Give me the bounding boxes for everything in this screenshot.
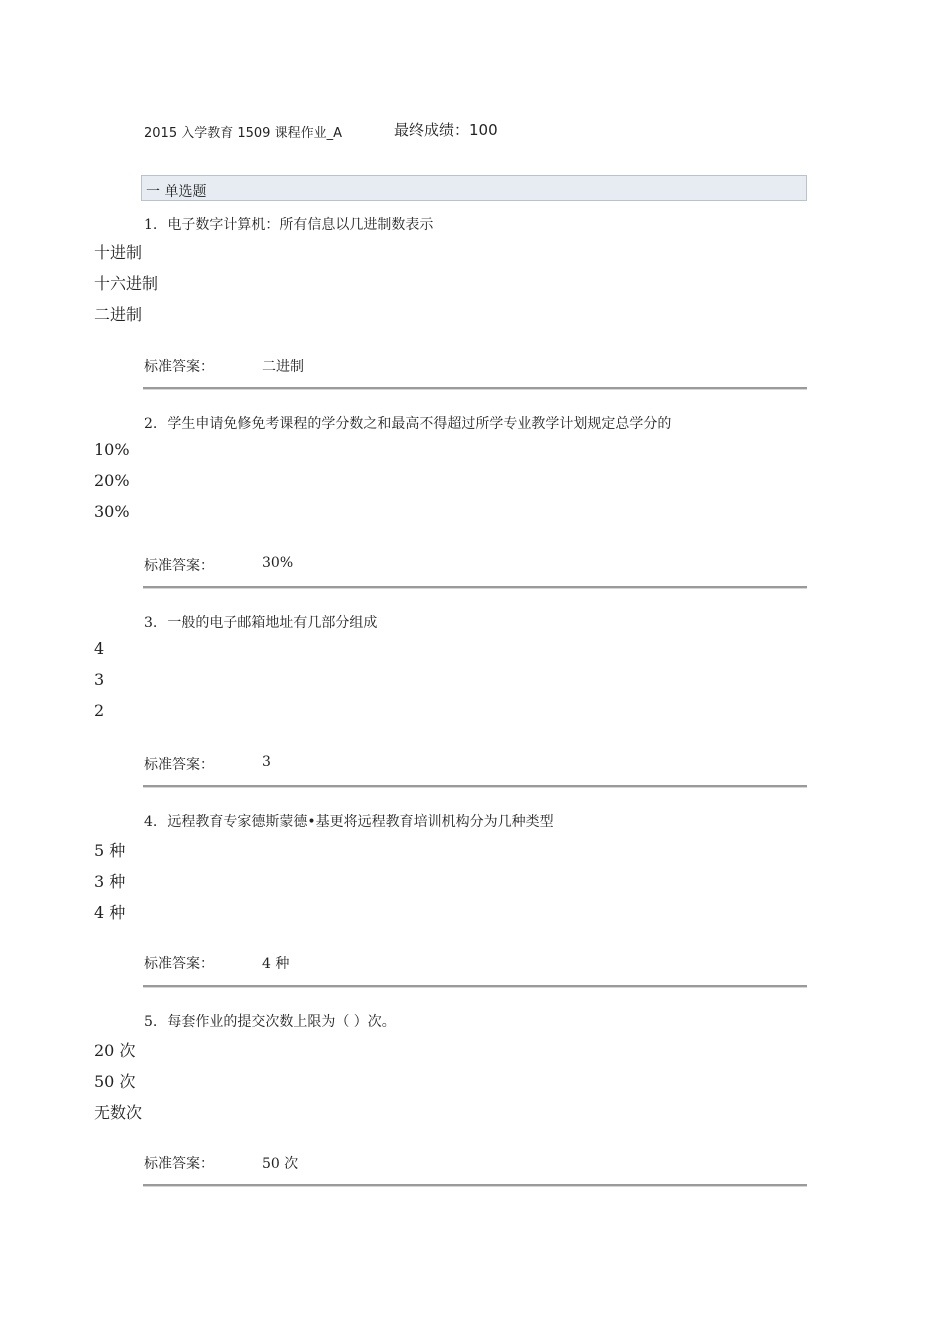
question-number: 1. bbox=[144, 217, 158, 233]
section-title: 一 单选题 bbox=[146, 184, 207, 200]
answer-label: 标准答案： bbox=[144, 757, 214, 773]
answer-value: 4 种 bbox=[262, 956, 290, 972]
answer-value: 二进制 bbox=[262, 359, 304, 375]
question-text bbox=[144, 413, 671, 433]
divider bbox=[143, 586, 807, 589]
option-item: 5 种 bbox=[94, 841, 126, 860]
option-item: 30% bbox=[94, 502, 130, 521]
question-stem: 每套作业的提交次数上限为（ ）次。 bbox=[167, 1014, 396, 1030]
divider bbox=[143, 387, 807, 390]
option-item: 十六进制 bbox=[94, 274, 159, 293]
answer-label: 标准答案： bbox=[144, 1156, 214, 1172]
question-number: 4. bbox=[144, 814, 158, 830]
final-score: 最终成绩：100 bbox=[394, 121, 498, 139]
question-number: 5. bbox=[144, 1014, 158, 1030]
option-item: 无数次 bbox=[94, 1103, 143, 1122]
option-item: 20 次 bbox=[94, 1041, 136, 1060]
assignment-title: 2015 入学教育 1509 课程作业_A bbox=[144, 126, 342, 141]
option-item: 2 bbox=[94, 701, 105, 720]
question-text bbox=[144, 1011, 396, 1031]
question-stem: 一般的电子邮箱地址有几部分组成 bbox=[167, 615, 378, 631]
question-stem: 学生申请免修免考课程的学分数之和最高不得超过所学专业教学计划规定总学分的 bbox=[167, 416, 672, 432]
question-text bbox=[144, 811, 554, 831]
option-item: 4 bbox=[94, 639, 105, 658]
option-item: 3 bbox=[94, 670, 105, 689]
question-text bbox=[144, 214, 433, 234]
question-stem: 电子数字计算机：所有信息以几进制数表示 bbox=[167, 217, 434, 233]
answer-value: 3 bbox=[262, 754, 271, 770]
option-item: 4 种 bbox=[94, 903, 126, 922]
answer-label: 标准答案： bbox=[144, 558, 214, 574]
divider bbox=[143, 785, 807, 788]
question-text bbox=[144, 612, 377, 632]
option-item: 3 种 bbox=[94, 872, 126, 891]
answer-label: 标准答案： bbox=[144, 956, 214, 972]
answer-value: 30% bbox=[262, 555, 294, 571]
option-item: 十进制 bbox=[94, 243, 143, 262]
question-number: 3. bbox=[144, 615, 158, 631]
option-item: 10% bbox=[94, 440, 130, 459]
answer-value: 50 次 bbox=[262, 1156, 299, 1172]
divider bbox=[143, 1184, 807, 1187]
question-stem: 远程教育专家德斯蒙德•基更将远程教育培训机构分为几种类型 bbox=[167, 814, 554, 830]
question-number: 2. bbox=[144, 416, 158, 432]
divider bbox=[143, 985, 807, 988]
answer-label: 标准答案： bbox=[144, 359, 214, 375]
section-header-single-choice bbox=[141, 175, 807, 201]
option-item: 50 次 bbox=[94, 1072, 136, 1091]
option-item: 20% bbox=[94, 471, 130, 490]
option-item: 二进制 bbox=[94, 305, 143, 324]
